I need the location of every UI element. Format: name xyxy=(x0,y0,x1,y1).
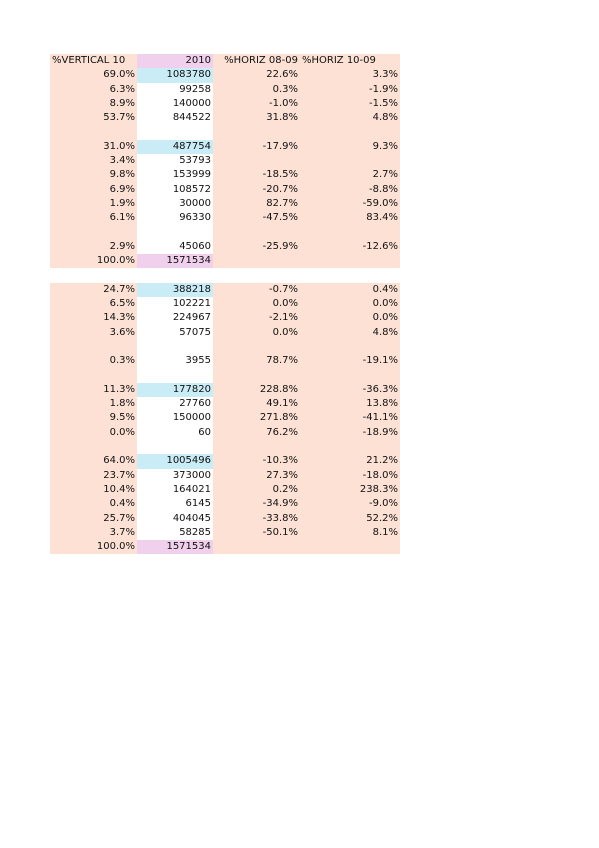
table-row xyxy=(50,197,400,211)
cell-2010[interactable]: 3955 xyxy=(137,354,213,368)
cell-horiz-08-09[interactable]: -34.9% xyxy=(213,497,300,511)
cell-vertical-10[interactable]: 25.7% xyxy=(50,512,137,526)
cell-horiz-10-09[interactable]: 13.8% xyxy=(300,397,400,411)
table-row xyxy=(50,111,400,125)
cell-2010[interactable]: 1005496 xyxy=(137,454,213,468)
cell-vertical-10[interactable] xyxy=(50,340,137,354)
cell-horiz-10-09[interactable]: -8.8% xyxy=(300,183,400,197)
cell-horiz-08-09[interactable] xyxy=(213,268,300,282)
cell-vertical-10[interactable]: 14.3% xyxy=(50,311,137,325)
cell-horiz-08-09[interactable]: 0.0% xyxy=(213,326,300,340)
cell-vertical-10[interactable]: 1.8% xyxy=(50,397,137,411)
header-2010[interactable]: 2010 xyxy=(137,54,213,68)
cell-2010[interactable] xyxy=(137,369,213,383)
cell-2010[interactable]: 164021 xyxy=(137,483,213,497)
cell-horiz-10-09[interactable] xyxy=(300,540,400,554)
cell-horiz-08-09[interactable]: -1.0% xyxy=(213,97,300,111)
cell-horiz-08-09[interactable] xyxy=(213,154,300,168)
cell-horiz-08-09[interactable]: 78.7% xyxy=(213,354,300,368)
table-row xyxy=(50,540,400,554)
cell-horiz-10-09[interactable]: 0.0% xyxy=(300,311,400,325)
cell-horiz-08-09[interactable]: 49.1% xyxy=(213,397,300,411)
table-row xyxy=(50,183,400,197)
cell-vertical-10[interactable] xyxy=(50,268,137,282)
table-row xyxy=(50,168,400,182)
header-horiz-10-09[interactable]: %HORIZ 10-09 xyxy=(300,54,400,68)
cell-horiz-10-09[interactable]: -19.1% xyxy=(300,354,400,368)
cell-horiz-08-09[interactable]: 22.6% xyxy=(213,68,300,82)
cell-horiz-10-09[interactable]: -1.5% xyxy=(300,97,400,111)
table-row xyxy=(50,383,400,397)
cell-2010[interactable] xyxy=(137,440,213,454)
table-row xyxy=(50,340,400,354)
cell-horiz-10-09[interactable] xyxy=(300,440,400,454)
cell-2010[interactable]: 844522 xyxy=(137,111,213,125)
table-row xyxy=(50,311,400,325)
cell-2010[interactable]: 102221 xyxy=(137,297,213,311)
header-horiz-08-09[interactable]: %HORIZ 08-09 xyxy=(213,54,300,68)
cell-vertical-10[interactable]: 6.5% xyxy=(50,297,137,311)
cell-horiz-08-09[interactable]: -20.7% xyxy=(213,183,300,197)
cell-horiz-10-09[interactable]: -9.0% xyxy=(300,497,400,511)
cell-vertical-10[interactable]: 1.9% xyxy=(50,197,137,211)
header-row xyxy=(50,54,400,68)
table-row xyxy=(50,83,400,97)
cell-2010[interactable]: 177820 xyxy=(137,383,213,397)
table-row xyxy=(50,526,400,540)
cell-horiz-08-09[interactable]: -50.1% xyxy=(213,526,300,540)
cell-vertical-10[interactable]: 100.0% xyxy=(50,540,137,554)
table-row xyxy=(50,512,400,526)
table-row xyxy=(50,411,400,425)
cell-2010[interactable]: 27760 xyxy=(137,397,213,411)
table-row xyxy=(50,283,400,297)
cell-horiz-10-09[interactable] xyxy=(300,340,400,354)
cell-2010[interactable]: 153999 xyxy=(137,168,213,182)
cell-horiz-08-09[interactable] xyxy=(213,540,300,554)
table-row xyxy=(50,140,400,154)
cell-vertical-10[interactable]: 3.4% xyxy=(50,154,137,168)
cell-2010[interactable] xyxy=(137,268,213,282)
cell-horiz-08-09[interactable] xyxy=(213,440,300,454)
table-row xyxy=(50,68,400,82)
cell-vertical-10[interactable]: 9.8% xyxy=(50,168,137,182)
cell-vertical-10[interactable]: 11.3% xyxy=(50,383,137,397)
cell-horiz-10-09[interactable]: 0.4% xyxy=(300,283,400,297)
table-row xyxy=(50,254,400,268)
table-row xyxy=(50,240,400,254)
cell-2010[interactable]: 1083780 xyxy=(137,68,213,82)
cell-2010[interactable]: 53793 xyxy=(137,154,213,168)
cell-2010[interactable]: 6145 xyxy=(137,497,213,511)
cell-horiz-10-09[interactable]: -12.6% xyxy=(300,240,400,254)
cell-horiz-08-09[interactable]: -0.7% xyxy=(213,283,300,297)
table-row xyxy=(50,211,400,225)
cell-vertical-10[interactable] xyxy=(50,125,137,139)
cell-horiz-08-09[interactable]: 271.8% xyxy=(213,411,300,425)
cell-horiz-10-09[interactable]: 238.3% xyxy=(300,483,400,497)
cell-horiz-10-09[interactable]: 52.2% xyxy=(300,512,400,526)
cell-horiz-08-09[interactable]: 0.3% xyxy=(213,83,300,97)
cell-horiz-08-09[interactable]: -25.9% xyxy=(213,240,300,254)
cell-vertical-10[interactable]: 2.9% xyxy=(50,240,137,254)
cell-2010[interactable]: 224967 xyxy=(137,311,213,325)
cell-2010[interactable]: 30000 xyxy=(137,197,213,211)
cell-vertical-10[interactable]: 0.0% xyxy=(50,426,137,440)
table-row xyxy=(50,497,400,511)
cell-horiz-10-09[interactable]: -1.9% xyxy=(300,83,400,97)
cell-horiz-08-09[interactable]: 228.8% xyxy=(213,383,300,397)
cell-2010[interactable]: 60 xyxy=(137,426,213,440)
cell-horiz-08-09[interactable]: -17.9% xyxy=(213,140,300,154)
cell-vertical-10[interactable]: 10.4% xyxy=(50,483,137,497)
cell-vertical-10[interactable]: 31.0% xyxy=(50,140,137,154)
cell-horiz-10-09[interactable]: 2.7% xyxy=(300,168,400,182)
header-vertical-10[interactable]: %VERTICAL 10 xyxy=(50,54,137,68)
cell-2010[interactable]: 57075 xyxy=(137,326,213,340)
cell-horiz-10-09[interactable]: -36.3% xyxy=(300,383,400,397)
cell-vertical-10[interactable]: 3.6% xyxy=(50,326,137,340)
cell-horiz-08-09[interactable]: 76.2% xyxy=(213,426,300,440)
table-row xyxy=(50,397,400,411)
cell-2010[interactable]: 150000 xyxy=(137,411,213,425)
table-row xyxy=(50,226,400,240)
table-row xyxy=(50,97,400,111)
cell-vertical-10[interactable] xyxy=(50,226,137,240)
cell-vertical-10[interactable]: 6.9% xyxy=(50,183,137,197)
cell-horiz-10-09[interactable] xyxy=(300,254,400,268)
cell-horiz-08-09[interactable]: 0.2% xyxy=(213,483,300,497)
cell-2010[interactable]: 373000 xyxy=(137,469,213,483)
cell-horiz-10-09[interactable] xyxy=(300,226,400,240)
cell-horiz-10-09[interactable]: 83.4% xyxy=(300,211,400,225)
table-row xyxy=(50,369,400,383)
cell-2010[interactable]: 404045 xyxy=(137,512,213,526)
cell-horiz-10-09[interactable]: 0.0% xyxy=(300,297,400,311)
cell-horiz-08-09[interactable]: -33.8% xyxy=(213,512,300,526)
table-row xyxy=(50,454,400,468)
spreadsheet-body xyxy=(50,54,400,554)
cell-2010[interactable]: 1571534 xyxy=(137,540,213,554)
table-row xyxy=(50,440,400,454)
spacer-row xyxy=(50,268,400,282)
table-row xyxy=(50,297,400,311)
table-row xyxy=(50,483,400,497)
cell-2010[interactable] xyxy=(137,340,213,354)
cell-horiz-08-09[interactable] xyxy=(213,226,300,240)
cell-horiz-10-09[interactable]: 8.1% xyxy=(300,526,400,540)
cell-horiz-08-09[interactable] xyxy=(213,125,300,139)
cell-2010[interactable]: 45060 xyxy=(137,240,213,254)
cell-horiz-10-09[interactable]: 3.3% xyxy=(300,68,400,82)
cell-vertical-10[interactable]: 9.5% xyxy=(50,411,137,425)
cell-2010[interactable]: 99258 xyxy=(137,83,213,97)
cell-vertical-10[interactable]: 53.7% xyxy=(50,111,137,125)
cell-horiz-10-09[interactable]: 9.3% xyxy=(300,140,400,154)
cell-horiz-08-09[interactable] xyxy=(213,254,300,268)
cell-vertical-10[interactable]: 69.0% xyxy=(50,68,137,82)
cell-vertical-10[interactable]: 0.3% xyxy=(50,354,137,368)
cell-horiz-10-09[interactable]: 4.8% xyxy=(300,326,400,340)
cell-horiz-08-09[interactable]: 27.3% xyxy=(213,469,300,483)
table-row xyxy=(50,469,400,483)
table-row xyxy=(50,326,400,340)
table-row xyxy=(50,426,400,440)
cell-vertical-10[interactable]: 6.3% xyxy=(50,83,137,97)
cell-horiz-10-09[interactable] xyxy=(300,268,400,282)
cell-vertical-10[interactable]: 24.7% xyxy=(50,283,137,297)
cell-horiz-08-09[interactable] xyxy=(213,340,300,354)
table-row xyxy=(50,125,400,139)
cell-horiz-10-09[interactable]: -41.1% xyxy=(300,411,400,425)
cell-vertical-10[interactable]: 100.0% xyxy=(50,254,137,268)
cell-vertical-10[interactable]: 23.7% xyxy=(50,469,137,483)
cell-vertical-10[interactable] xyxy=(50,440,137,454)
cell-horiz-08-09[interactable]: -47.5% xyxy=(213,211,300,225)
table-row xyxy=(50,154,400,168)
cell-vertical-10[interactable]: 0.4% xyxy=(50,497,137,511)
cell-horiz-10-09[interactable] xyxy=(300,125,400,139)
cell-2010[interactable]: 140000 xyxy=(137,97,213,111)
cell-horiz-10-09[interactable]: 4.8% xyxy=(300,111,400,125)
cell-horiz-08-09[interactable]: 31.8% xyxy=(213,111,300,125)
cell-2010[interactable]: 1571534 xyxy=(137,254,213,268)
cell-horiz-10-09[interactable] xyxy=(300,369,400,383)
cell-horiz-10-09[interactable]: -18.9% xyxy=(300,426,400,440)
cell-2010[interactable]: 108572 xyxy=(137,183,213,197)
cell-horiz-08-09[interactable]: -2.1% xyxy=(213,311,300,325)
cell-horiz-10-09[interactable] xyxy=(300,154,400,168)
cell-2010[interactable]: 58285 xyxy=(137,526,213,540)
cell-vertical-10[interactable]: 64.0% xyxy=(50,454,137,468)
cell-horiz-10-09[interactable]: 21.2% xyxy=(300,454,400,468)
cell-vertical-10[interactable]: 6.1% xyxy=(50,211,137,225)
cell-horiz-10-09[interactable]: -18.0% xyxy=(300,469,400,483)
cell-2010[interactable]: 388218 xyxy=(137,283,213,297)
cell-horiz-08-09[interactable]: -18.5% xyxy=(213,168,300,182)
cell-2010[interactable]: 96330 xyxy=(137,211,213,225)
cell-vertical-10[interactable]: 3.7% xyxy=(50,526,137,540)
cell-horiz-08-09[interactable] xyxy=(213,369,300,383)
cell-vertical-10[interactable] xyxy=(50,369,137,383)
cell-2010[interactable] xyxy=(137,226,213,240)
cell-horiz-08-09[interactable]: 82.7% xyxy=(213,197,300,211)
table-row xyxy=(50,354,400,368)
cell-horiz-10-09[interactable]: -59.0% xyxy=(300,197,400,211)
cell-horiz-08-09[interactable]: -10.3% xyxy=(213,454,300,468)
spreadsheet-table xyxy=(50,54,400,554)
cell-horiz-08-09[interactable]: 0.0% xyxy=(213,297,300,311)
cell-2010[interactable]: 487754 xyxy=(137,140,213,154)
cell-2010[interactable] xyxy=(137,125,213,139)
cell-vertical-10[interactable]: 8.9% xyxy=(50,97,137,111)
